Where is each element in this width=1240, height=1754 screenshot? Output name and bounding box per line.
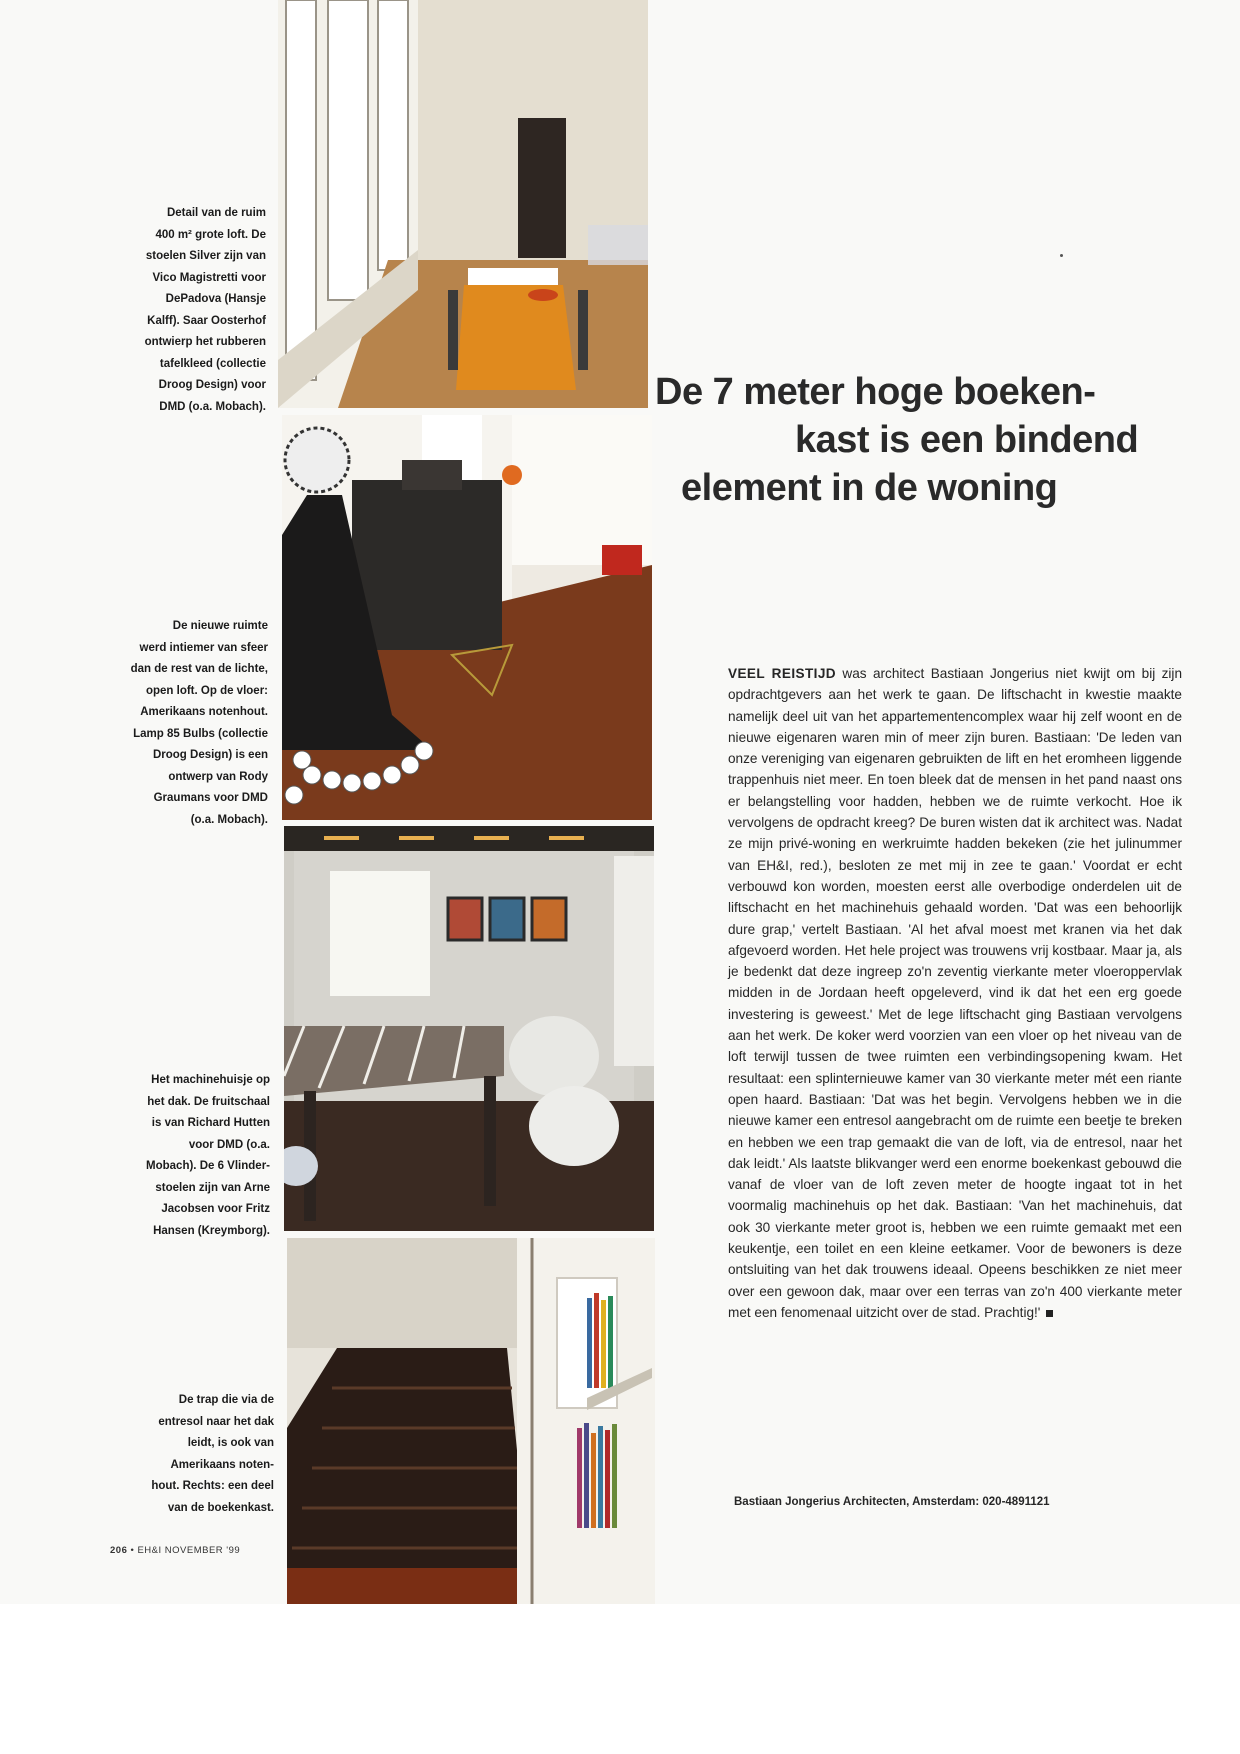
caption-machine-house: Het machinehuisje op het dak. De fruitschaal is van Richard Hutten voor DMD (o.a. Mobach). De 6 Vlinder- stoelen zijn van Arne Jacobsen voor Fritz Hansen (Kreymborg). <box>146 1074 270 1237</box>
headline-line-1: De 7 meter hoge boeken- <box>655 371 1096 413</box>
caption-new-room: De nieuwe ruimte werd intiemer van sfeer dan de rest van de lichte, open loft. Op de vloer: Amerikaans notenhout. Lamp 85 Bulbs (collectie Droog Design) is een ontwerp van Rody Graumans voor DMD (o.a. Mobach). <box>130 620 268 826</box>
headline-line-3: element in de woning <box>681 467 1058 509</box>
headline-line-2: kast is een bindend <box>795 419 1139 461</box>
page-folio <box>110 1545 240 1556</box>
photo-fireplace-lamp <box>282 415 652 820</box>
issue-label: • EH&I NOVEMBER '99 <box>127 1545 241 1556</box>
photo-loft-dining <box>278 0 648 408</box>
architect-credit: Bastiaan Jongerius Architecten, Amsterdam: 020-4891121 <box>734 1496 1050 1508</box>
end-mark-icon <box>1046 1310 1053 1317</box>
blank-margin <box>0 1604 1240 1754</box>
caption-loft-detail: Detail van de ruim 400 m² grote loft. De stoelen Silver zijn van Vico Magistretti voor DePadova (Hansje Kalff). Saar Oosterhof ontwierp het rubberen tafelkleed (collectie Droog Design) voor DMD (o.a. Mobach). <box>144 207 266 413</box>
page-number: 206 <box>110 1545 128 1556</box>
article-lead: VEEL REISTIJD <box>728 666 837 681</box>
article-body <box>728 663 1182 1323</box>
photo-staircase-bookcase <box>287 1238 655 1604</box>
photo-machine-house-dining <box>284 826 654 1231</box>
headline <box>655 368 1185 512</box>
decorative-dot <box>1060 254 1063 257</box>
article-text: was architect Bastiaan Jongerius niet kwijt om bij zijn opdrachtgevers aan het werk te gaan. De liftschacht in kwestie maakte namelijk deel uit van het appartementencomplex waar hij zelf woont en de nieuwe eigenaren waren min of meer zijn buren. Bastiaan: 'De leden van onze vereniging van eigenaren gebruikten de lift en het eromheen liggende trappenhuis niet meer. En toen bleek dat de mensen in het pand naast ons er belangstelling voor hadden, hebben we de ruimte verkocht. Hoe ik vervolgens de opdracht kreeg? De buren wisten dat ik architect was. Nadat ze mijn privé-woning en werkruimte hadden bekeken (zie het julinummer van EH&I, red.), besloten ze met mij in zee te gaan.' Voordat er echt verbouwd kon worden, moesten eerst alle overbodige onderdelen uit de liftschacht en het machinehuis gehaald worden. 'Dat was een behoorlijk dure grap,' vertelt Bastiaan. 'Al het afval moest met kranen via het dak afgevoerd worden. Het hele project was trouwens vrij kostbaar. Maar ja, als je bedenkt dat deze ingreep zo'n zeventig vierkante meter vloeroppervlak midden in de Jordaan heeft opgeleverd, vind ik dat het een erg goede investering is geweest.' Met de lege liftschacht ging Bastiaan vervolgens aan het werk. De koker werd voorzien van een vloer op het niveau van de loft terwijl tussen de twee ruimten een verbindingsopening kwam. Het resultaat: een splinternieuwe kamer van 30 vierkante meter mét een riante open haard. Bastiaan: 'Dat was het begin. Vervolgens hebben we in die nieuwe kamer een entresol aangebracht om de ruimte een beetje te breken en hebben we een trap gemaakt die van de loft, via de entresol, naar het dak leidt.' Als laatste blikvanger werd een enorme boekenkast gebouwd die vanaf de vloer van de loft zeven meter de hoogte ingaat tot in het voormalig machinehuis op het dak. Bastiaan: 'Van het machinehuis, dat ook 30 vierkante meter groot is, hebben we een ruimte gemaakt met een keukentje, een toilet en een kleine eetkamer. Voor de bewoners is deze ontsluiting van het dak trouwens ideaal. Opeens beschikken ze niet meer over een gewoon dak, maar over een terras van zo'n 400 vierkante meter met een fenomenaal uitzicht over de stad. Prachtig!' <box>728 666 1183 1320</box>
caption-staircase: De trap die via de entresol naar het dak leidt, is ook van Amerikaans noten- hout. Rechts: een deel van de boekenkast. <box>151 1394 274 1514</box>
